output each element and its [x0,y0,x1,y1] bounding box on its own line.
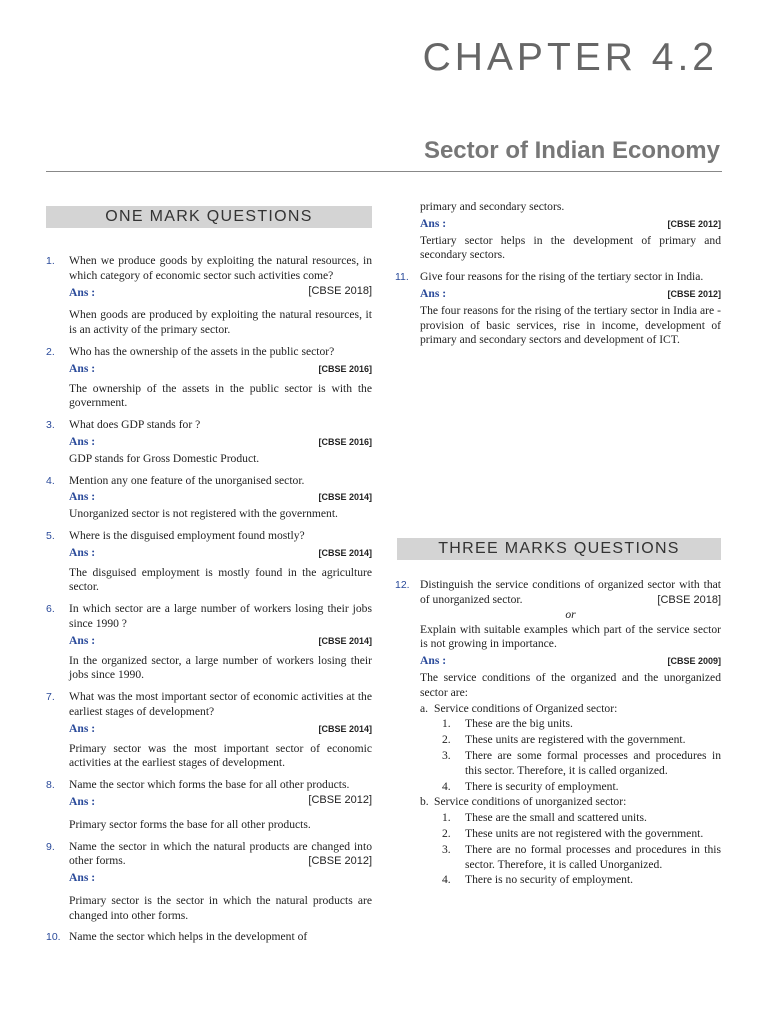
question-number: 1. [46,255,55,267]
list-item: 4. There is security of employment. [442,779,619,793]
question-source: [CBSE 2012] [308,855,372,868]
answer-text: Primary sector was the most important sector of economic activities at the earliest stages of development. [69,741,372,770]
answer-source: [CBSE 2014] [318,723,372,734]
question-number: 7. [46,691,55,704]
answer-source: [CBSE 2016] [318,363,372,374]
question-number: 12. [395,579,410,592]
part-letter: a. [420,701,429,715]
question-text: Distinguish the service conditions of organized sector with that of unorganized sector. [420,578,721,606]
question-7 [46,690,372,771]
answer-label: Ans : [69,871,96,885]
question-2 [46,345,372,411]
part-letter: b. [420,795,429,809]
answer-source: [CBSE 2012] [667,288,721,299]
question-text: Name the sector which forms the base for all other products. [69,778,350,792]
answer-source: [CBSE 2016] [318,436,372,447]
question-source: [CBSE 2018] [657,593,721,606]
question-text: What does GDP stands for ? [69,418,201,432]
section-heading-three-marks: THREE MARKS QUESTIONS [397,538,721,560]
answer-text: Unorganized sector is not registered with the government. [69,507,338,521]
question-4 [46,474,372,522]
or-separator: or [565,607,576,621]
question-10-answer [397,217,721,263]
answer-label: Ans : [69,721,96,735]
answer-text: When goods are produced by exploiting the natural resources, it is an activity of the primary sector. [69,308,372,337]
section-heading-one-mark: ONE MARK QUESTIONS [46,206,372,228]
answer-label: Ans : [69,490,96,504]
question-source: [CBSE 2012] [308,793,372,806]
answer-source: [CBSE 2012] [667,218,721,229]
question-text: In which sector are a large number of workers losing their jobs since 1990 ? [69,602,372,630]
question-number: 9. [46,840,55,853]
question-8 [46,778,372,832]
question-10 [46,930,372,945]
answer-intro: The service conditions of the organized and the unorganized sector are: [420,670,721,699]
answer-text: Tertiary sector helps in the development of primary and secondary sectors. [420,233,721,262]
answer-text: In the organized sector, a large number of workers losing their jobs since 1990. [69,653,372,682]
answer-text: The four reasons for the rising of the tertiary sector in India are - provision of basic services, rise in income, development of primary and secondary sectors and development of ICT. [420,303,721,347]
answer-text: Primary sector is the sector in which the natural products are changed into other forms. [69,893,372,922]
question-11 [397,270,721,348]
question-3 [46,418,372,466]
answer-source: [CBSE 2014] [318,547,372,558]
question-number: 11. [395,271,409,284]
answer-text: The disguised employment is mostly found in the agriculture sector. [69,565,372,594]
list-item: 2. These units are not registered with the government. [442,826,704,840]
answer-label: Ans : [420,654,447,668]
answer-label: Ans : [420,216,447,230]
question-text: Give four reasons for the rising of the tertiary sector in India. [420,270,704,284]
question-text: When we produce goods by exploiting the natural resources, in which category of economic sector such activities come? [69,254,372,282]
question-number: 10. [46,931,61,944]
question-text: Where is the disguised employment found mostly? [69,528,305,542]
answer-label: Ans : [69,361,96,375]
answer-part-a [420,702,721,795]
question-6 [46,602,372,683]
chapter-title: Sector of Indian Economy [423,137,720,164]
question-12 [397,578,721,888]
question-5 [46,529,372,595]
list-item: 2. These units are registered with the government. [442,733,686,747]
question-number: 6. [46,603,55,616]
list-item: 3. There are some formal processes and procedures in this sector. Therefore, it is called organized. [442,748,721,777]
question-number: 2. [46,345,55,358]
answer-source: [CBSE 2014] [318,492,372,503]
question-source: [CBSE 2018] [308,284,372,297]
question-text: Mention any one feature of the unorganised sector. [69,473,305,487]
question-number: 5. [46,529,55,542]
list-item: 4. There is no security of employment. [442,873,634,887]
part-title: Service conditions of unorganized sector: [434,795,627,809]
list-item: 1. These are the big units. [442,717,573,731]
question-number: 4. [46,474,55,487]
header-divider [46,171,722,172]
question-text: Name the sector in which the natural products are changed into other forms. [69,839,372,868]
question-9 [46,840,372,924]
answer-part-b [420,795,721,888]
part-title: Service conditions of Organized sector: [434,701,618,715]
answer-text: The ownership of the assets in the public sector is with the government. [69,381,372,410]
answer-label: Ans : [420,286,447,300]
right-column [395,200,721,888]
question-alternative: Explain with suitable examples which part of the service sector is not growing in importance. [420,622,721,651]
answer-label: Ans : [69,434,96,448]
chapter-heading: CHAPTER 4.2 [422,36,718,79]
question-text: Name the sector which helps in the development of [69,930,308,944]
question-1 [46,254,372,338]
answer-text: GDP stands for Gross Domestic Product. [69,451,260,465]
answer-label: Ans : [69,545,96,559]
question-text: What was the most important sector of economic activities at the earliest stages of development? [69,690,372,718]
answer-label: Ans : [69,794,96,808]
list-item: 1. These are the small and scattered units. [442,811,647,825]
answer-source: [CBSE 2014] [318,635,372,646]
answer-text: Primary sector forms the base for all other products. [69,817,311,831]
question-10-continued: primary and secondary sectors. [420,200,565,213]
answer-label: Ans : [69,633,96,647]
question-number: 3. [46,419,55,432]
answer-source: [CBSE 2009] [667,656,721,667]
question-number: 8. [46,779,55,792]
list-item: 3. There are no formal processes and procedures in this sector. Therefore, it is called Unorganized. [442,842,721,871]
question-text: Who has the ownership of the assets in the public sector? [69,344,335,358]
answer-label: Ans : [69,285,96,299]
left-column [46,206,372,945]
